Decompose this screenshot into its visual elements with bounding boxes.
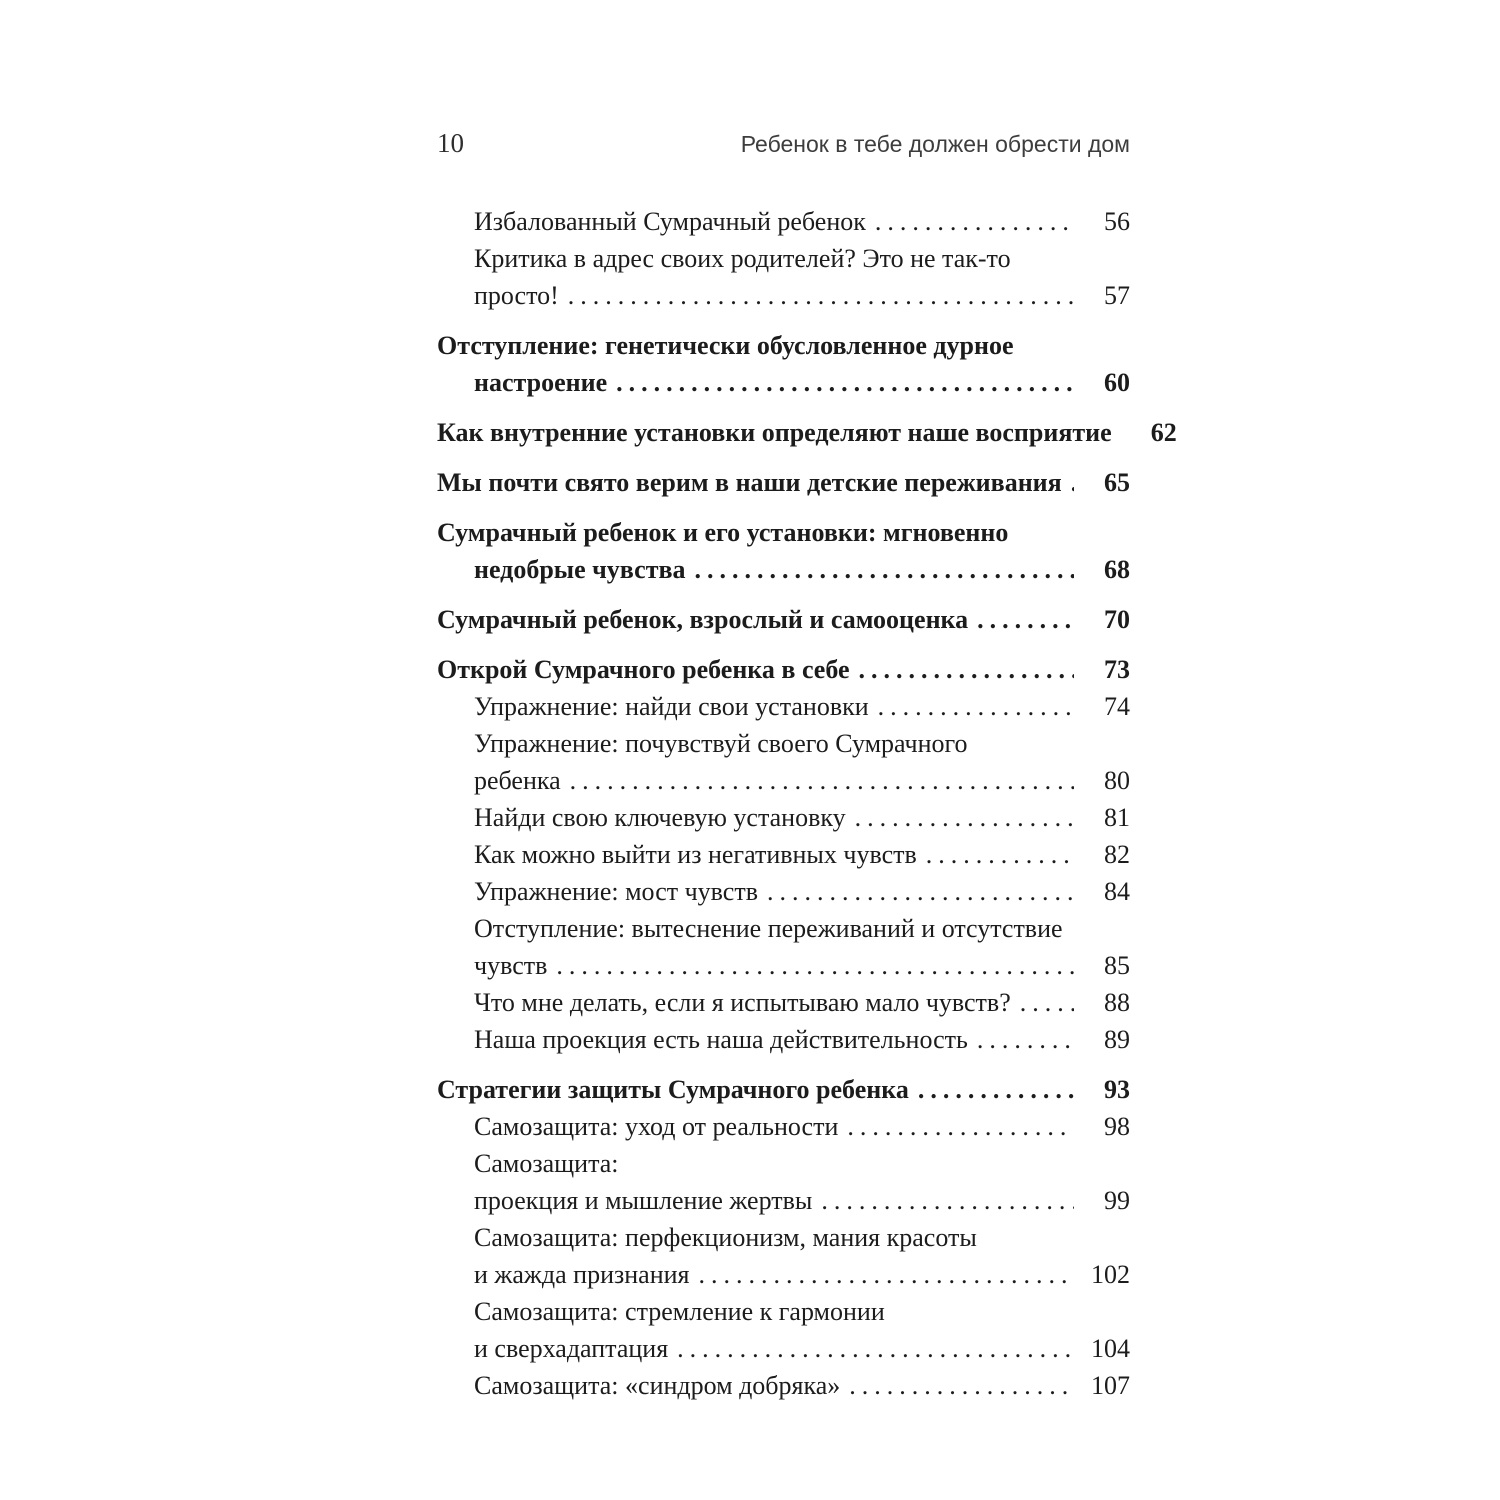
toc-entry xyxy=(437,1293,1130,1367)
folio-page-number: 10 xyxy=(437,128,464,158)
dot-leader xyxy=(677,1330,1074,1367)
dot-leader xyxy=(699,1256,1075,1293)
toc-entry-line xyxy=(437,1182,1130,1219)
toc-entry-line xyxy=(437,464,1130,501)
dot-leader xyxy=(849,1367,1074,1404)
toc-entry-line xyxy=(437,1330,1130,1367)
toc-entry-line xyxy=(437,873,1130,910)
toc-entry-page-number: 84 xyxy=(1104,877,1130,906)
toc-entry-page-number: 56 xyxy=(1104,207,1130,236)
dot-leader xyxy=(855,799,1074,836)
toc-entry xyxy=(437,799,1130,836)
toc-entry-title: и жажда признания xyxy=(474,1260,690,1289)
toc-entry-page-number: 81 xyxy=(1104,803,1130,832)
toc-entry-page-number: 74 xyxy=(1104,692,1130,721)
toc-entry xyxy=(437,1108,1130,1145)
toc-entry-line xyxy=(437,984,1130,1021)
dot-leader xyxy=(570,762,1074,799)
toc-entry-line xyxy=(437,277,1130,314)
toc-entry xyxy=(437,464,1130,501)
toc-entry-title: Отступление: вытеснение переживаний и отсутствие xyxy=(474,914,1063,943)
toc-entry-title: и сверхадаптация xyxy=(474,1334,669,1363)
toc-entry-line xyxy=(437,203,1130,240)
toc-entry-line xyxy=(437,947,1130,984)
dot-leader xyxy=(847,1108,1074,1145)
toc-entry xyxy=(437,910,1130,984)
toc-entry xyxy=(437,1219,1130,1293)
toc-entry-page-number: 65 xyxy=(1104,468,1130,497)
toc-entry-line xyxy=(437,364,1130,401)
dot-leader xyxy=(556,947,1074,984)
toc-entry-line xyxy=(437,910,1130,947)
toc-entry-line xyxy=(437,725,1130,762)
dot-leader xyxy=(568,277,1074,314)
toc-entry-title: недобрые чувства xyxy=(474,555,686,584)
dot-leader xyxy=(977,601,1074,638)
toc-entry-page-number: 80 xyxy=(1104,766,1130,795)
toc-entry-line xyxy=(437,1256,1130,1293)
toc-entry-title: проекция и мышление жертвы xyxy=(474,1186,813,1215)
toc-entry-line xyxy=(437,1108,1130,1145)
toc-entry-title: Самозащита: «синдром добряка» xyxy=(474,1371,841,1400)
toc-entry xyxy=(437,514,1130,588)
dot-leader xyxy=(821,1182,1074,1219)
dot-leader xyxy=(926,836,1074,873)
toc-entry-page-number: 60 xyxy=(1104,368,1130,397)
toc-entry-title: Мы почти свято верим в наши детские переживания xyxy=(437,468,1062,497)
toc-entry-title: чувств xyxy=(474,951,548,980)
toc-entry-page-number: 62 xyxy=(1150,418,1177,447)
toc-entry-line xyxy=(437,1145,1130,1182)
toc-entry-line xyxy=(437,514,1130,551)
dot-leader xyxy=(918,1071,1074,1108)
toc-entry xyxy=(437,1071,1130,1108)
toc-entry-title: ребенка xyxy=(474,766,561,795)
toc-entry-title: Самозащита: перфекционизм, мания красоты xyxy=(474,1223,977,1252)
toc-entry xyxy=(437,725,1130,799)
toc-entry-title: Что мне делать, если я испытываю мало чувств? xyxy=(474,988,1011,1017)
toc-entry-title: просто! xyxy=(474,281,559,310)
toc-entry xyxy=(437,240,1130,314)
toc-entry-line xyxy=(437,651,1130,688)
toc-entry-page-number: 57 xyxy=(1104,281,1130,310)
toc-entry xyxy=(437,1145,1130,1219)
toc-entry-page-number: 68 xyxy=(1104,555,1130,584)
toc-entry-page-number: 98 xyxy=(1104,1112,1130,1141)
toc-entry-title: Открой Сумрачного ребенка в себе xyxy=(437,655,850,684)
toc-entry-line xyxy=(437,414,1177,451)
dot-leader xyxy=(695,551,1074,588)
toc-entry xyxy=(437,327,1130,401)
dot-leader xyxy=(977,1021,1074,1058)
toc-entry-title: Сумрачный ребенок, взрослый и самооценка xyxy=(437,605,969,634)
toc-entry-page-number: 70 xyxy=(1104,605,1130,634)
toc-entry-line xyxy=(437,601,1130,638)
toc-entry xyxy=(437,984,1130,1021)
toc-entry-page-number: 85 xyxy=(1104,951,1130,980)
toc-entry-page-number: 99 xyxy=(1104,1186,1130,1215)
toc-entry-line xyxy=(437,1293,1130,1330)
dot-leader xyxy=(767,873,1074,910)
toc-entry-title: Упражнение: мост чувств xyxy=(474,877,758,906)
dot-leader xyxy=(616,364,1074,401)
toc-entry-title: Наша проекция есть наша действительность xyxy=(474,1025,968,1054)
toc-entry xyxy=(437,1367,1130,1404)
toc-entry xyxy=(437,688,1130,725)
toc-entry-line xyxy=(437,688,1130,725)
dot-leader xyxy=(1071,464,1074,501)
dot-leader xyxy=(875,203,1074,240)
toc-entry xyxy=(437,601,1130,638)
toc-entry-page-number: 102 xyxy=(1091,1260,1130,1289)
toc-entry-line xyxy=(437,1219,1130,1256)
toc-entry-line xyxy=(437,240,1130,277)
toc-entry-title: настроение xyxy=(474,368,608,397)
toc-entry-line xyxy=(437,1367,1130,1404)
toc-entry-title: Как можно выйти из негативных чувств xyxy=(474,840,917,869)
table-of-contents xyxy=(437,203,1177,1404)
toc-entry xyxy=(437,203,1130,240)
toc-entry-title: Упражнение: найди свои установки xyxy=(474,692,869,721)
toc-entry-line xyxy=(437,836,1130,873)
toc-entry-line xyxy=(437,1021,1130,1058)
toc-entry-page-number: 82 xyxy=(1104,840,1130,869)
toc-entry-title: Самозащита: xyxy=(474,1149,619,1178)
toc-entry-title: Критика в адрес своих родителей? Это не так-то xyxy=(474,244,1011,273)
toc-entry-page-number: 73 xyxy=(1104,655,1130,684)
toc-entry-page-number: 93 xyxy=(1104,1075,1130,1104)
toc-entry-page-number: 104 xyxy=(1091,1334,1130,1363)
toc-entry xyxy=(437,651,1130,688)
toc-entry-title: Избалованный Сумрачный ребенок xyxy=(474,207,866,236)
page-header xyxy=(437,128,1130,159)
toc-entry-line xyxy=(437,762,1130,799)
toc-entry-title: Как внутренние установки определяют наше восприятие xyxy=(437,418,1112,447)
dot-leader xyxy=(859,651,1074,688)
toc-entry-line xyxy=(437,1071,1130,1108)
dot-leader xyxy=(1020,984,1074,1021)
toc-entry xyxy=(437,873,1130,910)
toc-entry-title: Самозащита: уход от реальности xyxy=(474,1112,839,1141)
dot-leader xyxy=(878,688,1074,725)
toc-entry xyxy=(437,1021,1130,1058)
toc-entry xyxy=(437,836,1130,873)
toc-entry-title: Упражнение: почувствуй своего Сумрачного xyxy=(474,729,968,758)
toc-entry-title: Отступление: генетически обусловленное дурное xyxy=(437,331,1014,360)
toc-entry-line xyxy=(437,799,1130,836)
toc-entry xyxy=(437,414,1177,451)
toc-entry-page-number: 89 xyxy=(1104,1025,1130,1054)
toc-entry-page-number: 107 xyxy=(1091,1371,1130,1400)
toc-entry-title: Стратегии защиты Сумрачного ребенка xyxy=(437,1075,909,1104)
toc-entry-line xyxy=(437,327,1130,364)
toc-entry-line xyxy=(437,551,1130,588)
running-title: Ребенок в тебе должен обрести дом xyxy=(740,131,1130,157)
toc-entry-page-number: 88 xyxy=(1104,988,1130,1017)
toc-entry-title: Сумрачный ребенок и его установки: мгновенно xyxy=(437,518,1009,547)
toc-entry-title: Найди свою ключевую установку xyxy=(474,803,846,832)
toc-entry-title: Самозащита: стремление к гармонии xyxy=(474,1297,885,1326)
